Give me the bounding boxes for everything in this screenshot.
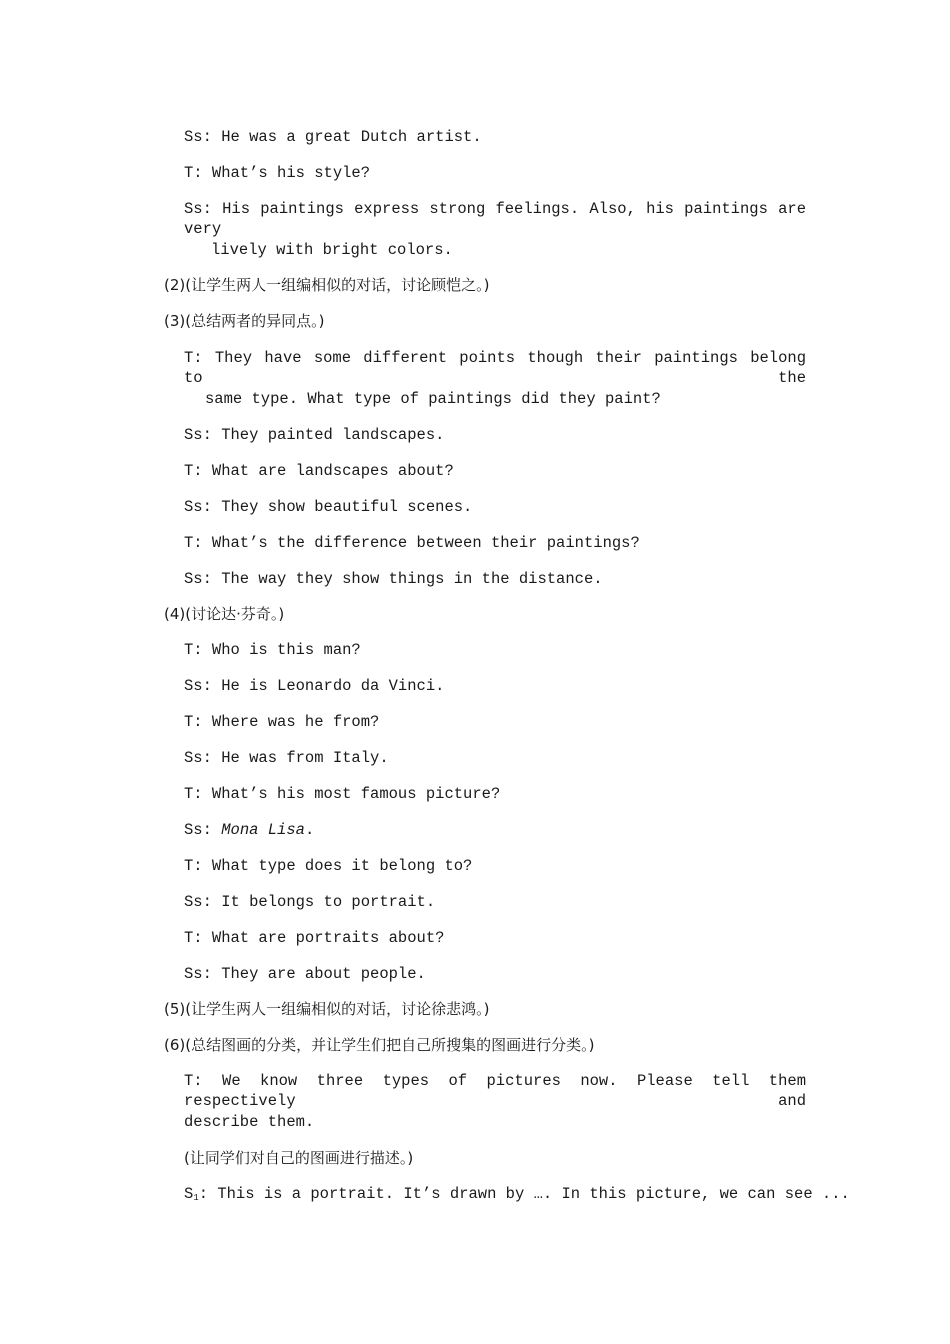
dialogue-line: Ss: He was from Italy. bbox=[184, 749, 389, 767]
dialogue-line: T: What’s the difference between their paintings? bbox=[184, 534, 640, 552]
dialogue-line: T: What type does it belong to? bbox=[184, 857, 473, 875]
dialogue-line: T: Who is this man? bbox=[184, 641, 361, 659]
dialogue-line: Ss: They show beautiful scenes. bbox=[184, 498, 473, 516]
instruction-line: (6)(总结图画的分类，并让学生们把自己所搜集的图画进行分类。) bbox=[164, 1036, 595, 1054]
dialogue-line-continuation: lively with bright colors. bbox=[211, 241, 453, 259]
dialogue-line: Ss: The way they show things in the distance. bbox=[184, 570, 603, 588]
speaker-prefix: Ss: bbox=[184, 821, 222, 839]
artwork-title: Mona Lisa bbox=[221, 821, 305, 839]
instruction-line: (5)(让学生两人一组编相似的对话，讨论徐悲鸿。) bbox=[164, 1000, 490, 1018]
dialogue-line: T: Where was he from? bbox=[184, 713, 380, 731]
dialogue-line: Ss: His paintings express strong feelings. Also, his paintings are very bbox=[184, 200, 806, 238]
dialogue-line: Ss: They painted landscapes. bbox=[184, 426, 445, 444]
punctuation: . bbox=[304, 821, 315, 839]
dialogue-line-continuation: same type. What type of paintings did they paint? bbox=[205, 390, 661, 408]
dialogue-line: T: What’s his most famous picture? bbox=[184, 785, 501, 803]
dialogue-line: T: We know three types of pictures now. Please tell them respectively and bbox=[184, 1072, 806, 1110]
dialogue-line: Ss: They are about people. bbox=[184, 965, 426, 983]
dialogue-line: T: What’s his style? bbox=[184, 164, 371, 182]
instruction-line: (3)(总结两者的异同点。) bbox=[164, 312, 325, 330]
dialogue-line: Ss: It belongs to portrait. bbox=[184, 893, 436, 911]
dialogue-line: T: What are landscapes about? bbox=[184, 462, 454, 480]
dialogue-line bbox=[184, 820, 314, 840]
dialogue-line bbox=[184, 1184, 850, 1208]
instruction-line: (4)(讨论达·芬奇。) bbox=[164, 605, 285, 623]
dialogue-line-continuation: describe them. bbox=[184, 1113, 315, 1131]
instruction-line: (让同学们对自己的图画进行描述。) bbox=[184, 1149, 414, 1167]
dialogue-text: : This is a portrait. It’s drawn by …. In this picture, we can see ... bbox=[198, 1185, 850, 1203]
dialogue-line: T: What are portraits about? bbox=[184, 929, 445, 947]
dialogue-line: T: They have some different points though their paintings belong to the bbox=[184, 349, 806, 387]
dialogue-line: Ss: He was a great Dutch artist. bbox=[184, 128, 482, 146]
instruction-line: (2)(让学生两人一组编相似的对话，讨论顾恺之。) bbox=[164, 276, 490, 294]
dialogue-line: Ss: He is Leonardo da Vinci. bbox=[184, 677, 445, 695]
speaker-label: S bbox=[184, 1185, 194, 1203]
speaker-number: 1 bbox=[193, 1193, 199, 1203]
